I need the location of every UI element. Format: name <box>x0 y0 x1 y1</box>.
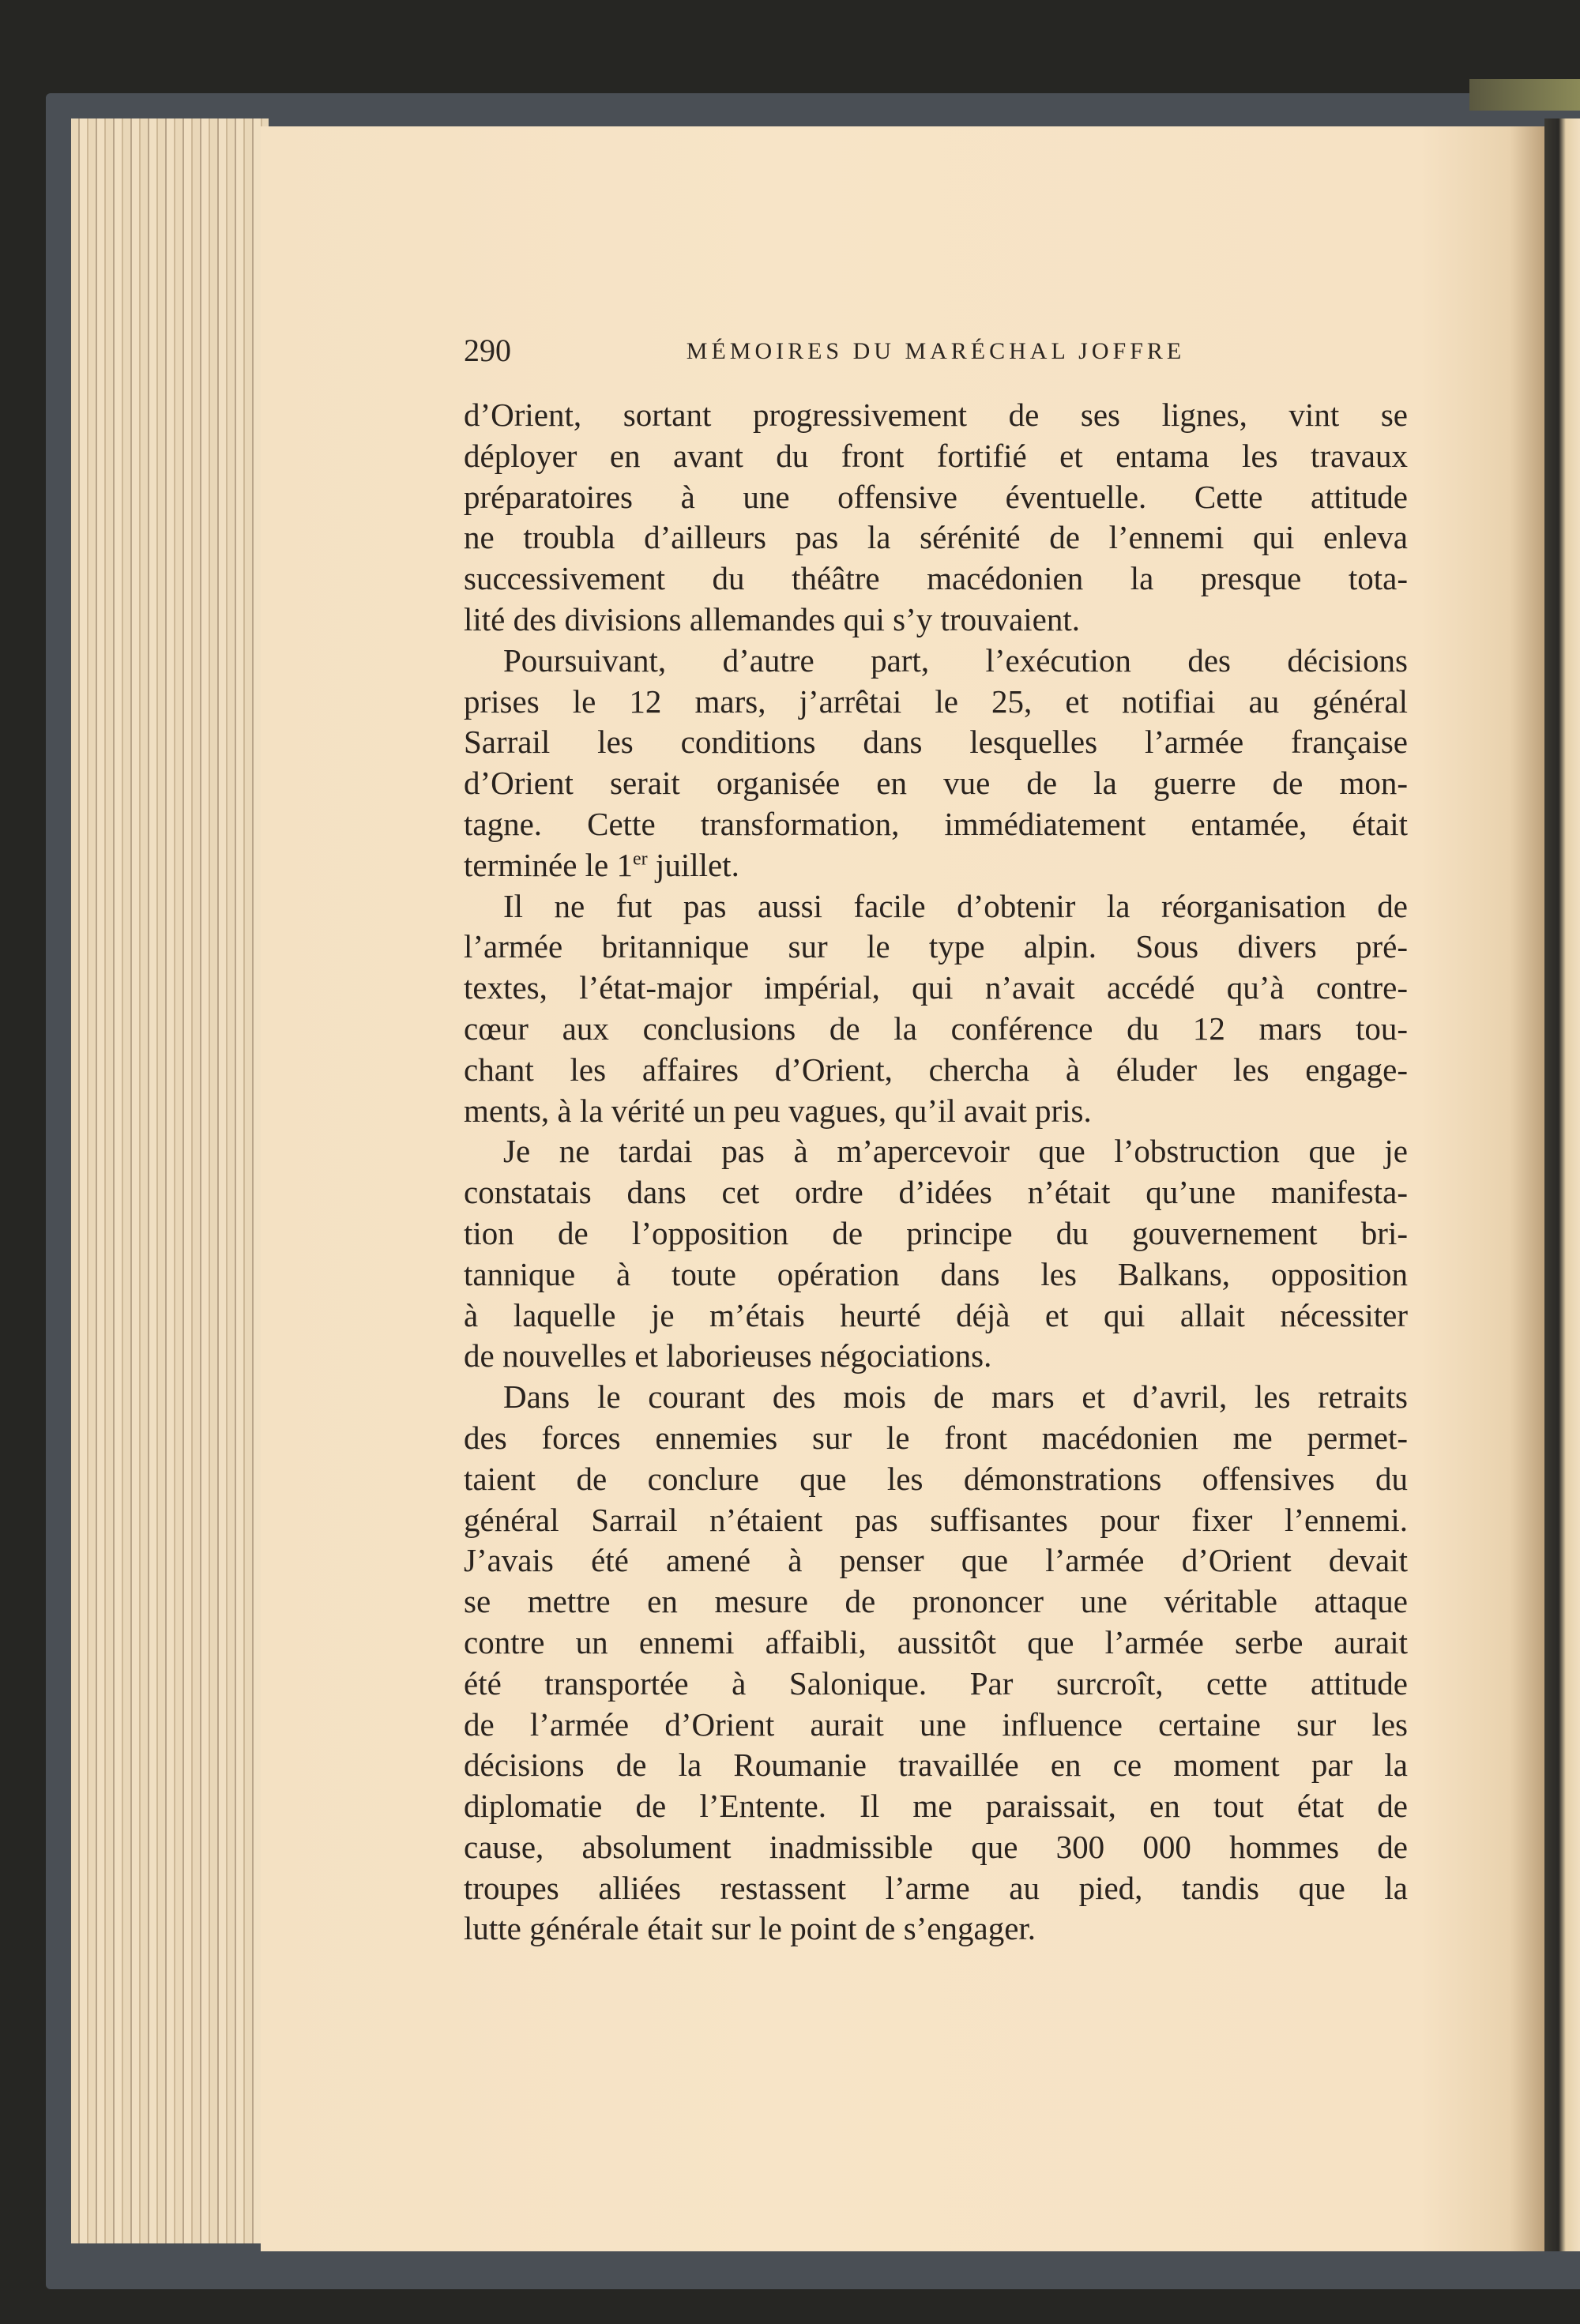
book-gutter <box>1544 118 1580 2251</box>
text-line: prises le 12 mars, j’arrêtai le 25, et notifiai au général <box>464 683 1408 720</box>
text-line: J’avais été amené à penser que l’armée d’Orient devait <box>464 1542 1408 1579</box>
text-line: se mettre en mesure de prononcer une véritable attaque <box>464 1583 1408 1620</box>
text-span: terminée le 1 <box>464 846 634 883</box>
text-line: troupes alliées restassent l’arme au pied, tandis que la <box>464 1869 1408 1906</box>
book-binding <box>1469 79 1580 111</box>
text-line: constatais dans cet ordre d’idées n’était qu’une manifesta- <box>464 1174 1408 1211</box>
text-line: Dans le courant des mois de mars et d’avril, les retraits <box>503 1378 1408 1416</box>
text-line: cœur aux conclusions de la conférence du 12 mars tou- <box>464 1010 1408 1047</box>
text-line: textes, l’état-major impérial, qui n’avait accédé qu’à contre- <box>464 969 1408 1006</box>
paragraph <box>464 1377 1408 1950</box>
running-title: MÉMOIRES DU MARÉCHAL JOFFRE <box>686 338 1186 364</box>
text-line: tion de l’opposition de principe du gouvernement bri- <box>464 1214 1408 1251</box>
paragraph <box>464 1131 1408 1377</box>
text-line: à laquelle je m’étais heurté déjà et qui allait nécessiter <box>464 1296 1408 1333</box>
paragraph <box>464 886 1408 1132</box>
page-edges <box>71 118 269 2243</box>
text-line: préparatoires à une offensive éventuelle. Cette attitude <box>464 478 1408 515</box>
text-line: tannique à toute opération dans les Balkans, opposition <box>464 1255 1408 1292</box>
text-line: chant les affaires d’Orient, chercha à éluder les engage- <box>464 1051 1408 1088</box>
page-body-text <box>464 395 1408 1950</box>
text-line: général Sarrail n’étaient pas suffisantes pour fixer l’ennemi. <box>464 1501 1408 1538</box>
text-line: déployer en avant du front fortifié et entama les travaux <box>464 437 1408 474</box>
text-line: diplomatie de l’Entente. Il me paraissait, en tout état de <box>464 1788 1408 1825</box>
text-line: taient de conclure que les démonstrations offensives du <box>464 1460 1408 1497</box>
text-line: lutte générale était sur le point de s’engager. <box>464 1910 1036 1947</box>
text-line: Poursuivant, d’autre part, l’exécution des décisions <box>503 641 1408 679</box>
page-header <box>464 332 1408 371</box>
text-line: de nouvelles et laborieuses négociations. <box>464 1337 992 1374</box>
text-line: d’Orient, sortant progressivement de ses lignes, vint se <box>464 397 1408 433</box>
text-line: de l’armée d’Orient aurait une influence certaine sur les <box>464 1705 1408 1743</box>
text-line: cause, absolument inadmissible que 300 000 hommes de <box>464 1828 1408 1865</box>
text-line: Sarrail les conditions dans lesquelles l’armée française <box>464 724 1408 761</box>
text-line: successivement du théâtre macédonien la presque tota- <box>464 560 1408 597</box>
superscript: er <box>633 848 648 870</box>
text-line: été transportée à Salonique. Par surcroît, cette attitude <box>464 1664 1408 1702</box>
text-line: ne troubla d’ailleurs pas la sérénité de l’ennemi qui enleva <box>464 519 1408 556</box>
text-line <box>464 845 1408 886</box>
text-line: ments, à la vérité un peu vagues, qu’il avait pris. <box>464 1092 1092 1129</box>
text-line: des forces ennemies sur le front macédonien me permet- <box>464 1419 1408 1456</box>
text-line: contre un ennemi affaibli, aussitôt que l’armée serbe aurait <box>464 1623 1408 1660</box>
text-line: tagne. Cette transformation, immédiatement entamée, était <box>464 805 1408 842</box>
text-line: d’Orient serait organisée en vue de la guerre de mon- <box>464 765 1408 802</box>
paragraph <box>464 641 1408 886</box>
text-line: lité des divisions allemandes qui s’y trouvaient. <box>464 600 1081 637</box>
paragraph <box>464 395 1408 641</box>
text-line: décisions de la Roumanie travaillée en ce moment par la <box>464 1747 1408 1784</box>
page-number: 290 <box>464 333 511 368</box>
text-line: l’armée britannique sur le type alpin. Sous divers pré- <box>464 928 1408 965</box>
text-line: Je ne tardai pas à m’apercevoir que l’obstruction que je <box>503 1133 1408 1170</box>
text-line: Il ne fut pas aussi facile d’obtenir la réorganisation de <box>503 887 1408 924</box>
text-span: juillet. <box>647 846 739 883</box>
